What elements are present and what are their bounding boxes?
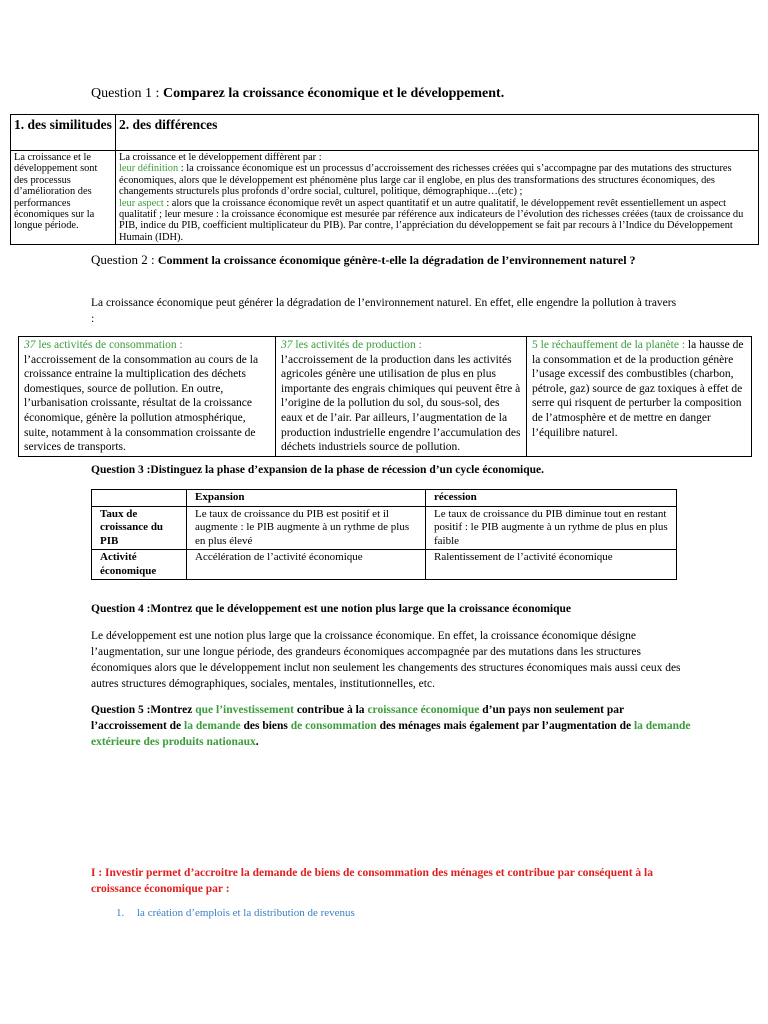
expansion-activity: Accélération de l’activité économique xyxy=(187,550,426,580)
q5-highlight-3: la demande xyxy=(184,720,241,732)
question-4-answer: Le développement est une notion plus large que la croissance économique. En effet, la croissance économique désigne l’augmentation, sur une longue période, des grandeurs économiques accompagnée par des mutations dans les structures économiques alors que le développement inclut non seulement les changements des structures économiques mais aussi ceux des autres structures démographiques, sociales, mentales, institutionnelles, etc. xyxy=(91,630,681,690)
question-3: Question 3 :Distinguez la phase d’expansion de la phase de récession d’un cycle économique. xyxy=(91,464,544,476)
q5-text-1: Question 5 :Montrez xyxy=(91,704,196,716)
warming-text: la hausse de la consommation et de la production génère l’usage excessif des combustibles (charbon, pétrole, gaz) source de gaz toxiques à effet de serre qui risquent de perturber la composition de l’atmosphère et de mettre en danger l’équilibre naturel. xyxy=(532,339,744,439)
section-1-title: I : Investir permet d’accroitre la demande de biens de consommation des ménages et contribue par conséquent à la croissance économique par : xyxy=(91,867,653,895)
q5-text-6: . xyxy=(255,736,259,748)
list-item-text: la création d’emplois et la distribution de revenus xyxy=(137,907,355,919)
question-1 xyxy=(91,86,504,102)
consumption-text: l’accroissement de la consommation au cours de la croissance entraine la multiplication des déchets domestiques, source de pollution. En outre, l’urbanisation croissante, résultat de la croissance économique, génère la pollution atmosphérique, suite, notamment à la consommation croissante de services de transports. xyxy=(24,353,259,454)
question-5 xyxy=(91,702,691,750)
row-label-activity: Activité économique xyxy=(92,550,187,580)
definition-paragraph xyxy=(119,163,755,197)
list-item xyxy=(116,907,355,919)
warming-cell xyxy=(527,337,752,457)
row-label-gdp: Taux de croissance du PIB xyxy=(92,506,187,550)
question-2-title: Comment la croissance économique génère-t-elle la dégradation de l’environnement naturel ? xyxy=(157,253,636,267)
aspect-text: : alors que la croissance économique revêt un aspect quantitatif et un autre qualitatif, le développement revêt essentiellement un aspect qualitatif ; leur mesure : la croissance économique est mesurée par référence aux indicateurs de l’évolution des richesses créées (taux de croissance du PIB, indice du PIB, coefficient multiplicateur du PIB). Par contre, l’appréciation du développement se fait par recours à l’Indice du Développement Humain (IDH). xyxy=(119,197,744,243)
differences-intro: La croissance et le développement diffèrent par : xyxy=(119,152,322,163)
warming-heading xyxy=(532,339,685,351)
production-text: l’accroissement de la production dans les activités agricoles génère une utilisation de plus en plus importante des engrais chimiques qui peuvent être à l’origine de la pollution du sol, du sous-sol, des eaux et de l’air. Par ailleurs, l’augmentation de la production industrielle engendre l’accumulation des déchets industriels source de pollution. xyxy=(281,353,521,454)
pollution-table xyxy=(18,336,752,457)
q5-highlight-4: de consommation xyxy=(290,720,377,732)
question-2 xyxy=(91,253,651,267)
aspect-label: leur aspect xyxy=(119,197,164,209)
expansion-header: Expansion xyxy=(187,490,426,507)
definition-label: leur définition xyxy=(119,163,179,175)
table-row xyxy=(92,550,677,580)
production-number: 37 xyxy=(281,339,293,351)
warming-heading-text: le réchauffement de la planète : xyxy=(537,339,686,351)
definition-text: : la croissance économique est un processus d’accroissement des richesses créées qui s’accompagne par des mutations des structures économiques, alors que le développement est phénomène plus large car il englobe, en plus des transformations des structures économiques, des changements structurels plus profonds d’ordre social, culturel, politique, démographique…(etc) ; xyxy=(119,163,732,198)
similarities-text: La croissance et le développement sont des processus d’amélioration des performances économiques sur la longue période. xyxy=(11,151,116,245)
recession-header: récession xyxy=(426,490,677,507)
question-2-answer: La croissance économique peut générer la dégradation de l’environnement naturel. En effet, elle engendre la pollution à travers : xyxy=(91,297,677,325)
consumption-cell xyxy=(19,337,276,457)
expansion-gdp: Le taux de croissance du PIB est positif et il augmente : le PIB augmente à un rythme de plus en plus élevé xyxy=(187,506,426,550)
cycle-header-empty xyxy=(92,490,187,507)
q5-text-4: des biens xyxy=(240,720,291,732)
production-heading-text: les activités de production : xyxy=(292,339,422,351)
consumption-heading xyxy=(24,339,183,351)
question-2-prefix: Question 2 : xyxy=(91,252,158,267)
q5-highlight-2: croissance économique xyxy=(367,704,480,716)
production-cell xyxy=(276,337,527,457)
table-row xyxy=(92,506,677,550)
q5-text-3: d’un pays non seulement par l’accroissement de xyxy=(91,704,624,732)
q5-highlight-5: la demande extérieure des produits nationaux xyxy=(91,720,691,748)
comparison-table xyxy=(10,114,759,245)
production-heading xyxy=(281,339,422,351)
question-4: Question 4 :Montrez que le développement est une notion plus large que la croissance économique xyxy=(91,603,572,615)
consumption-heading-text: les activités de consommation : xyxy=(35,339,183,351)
recession-activity: Ralentissement de l’activité économique xyxy=(426,550,677,580)
warming-number: 5 xyxy=(532,339,538,351)
question-1-prefix: Question 1 : xyxy=(91,86,163,101)
question-1-title: Comparez la croissance économique et le développement. xyxy=(162,86,505,101)
q5-text-2: contribue à la xyxy=(293,704,368,716)
similarities-header: 1. des similitudes xyxy=(11,115,116,151)
differences-cell xyxy=(116,151,759,245)
cycle-table xyxy=(91,489,677,580)
q5-highlight-1: que l’investissement xyxy=(195,704,294,716)
recession-gdp: Le taux de croissance du PIB diminue tout en restant positif : le PIB augmente à un rythme de plus en plus faible xyxy=(426,506,677,550)
differences-header: 2. des différences xyxy=(116,115,759,151)
aspect-paragraph xyxy=(119,198,755,244)
q5-text-5: des ménages mais également par l’augmentation de xyxy=(376,720,634,732)
list-item-number: 1. xyxy=(116,907,125,919)
consumption-number: 37 xyxy=(24,339,36,351)
